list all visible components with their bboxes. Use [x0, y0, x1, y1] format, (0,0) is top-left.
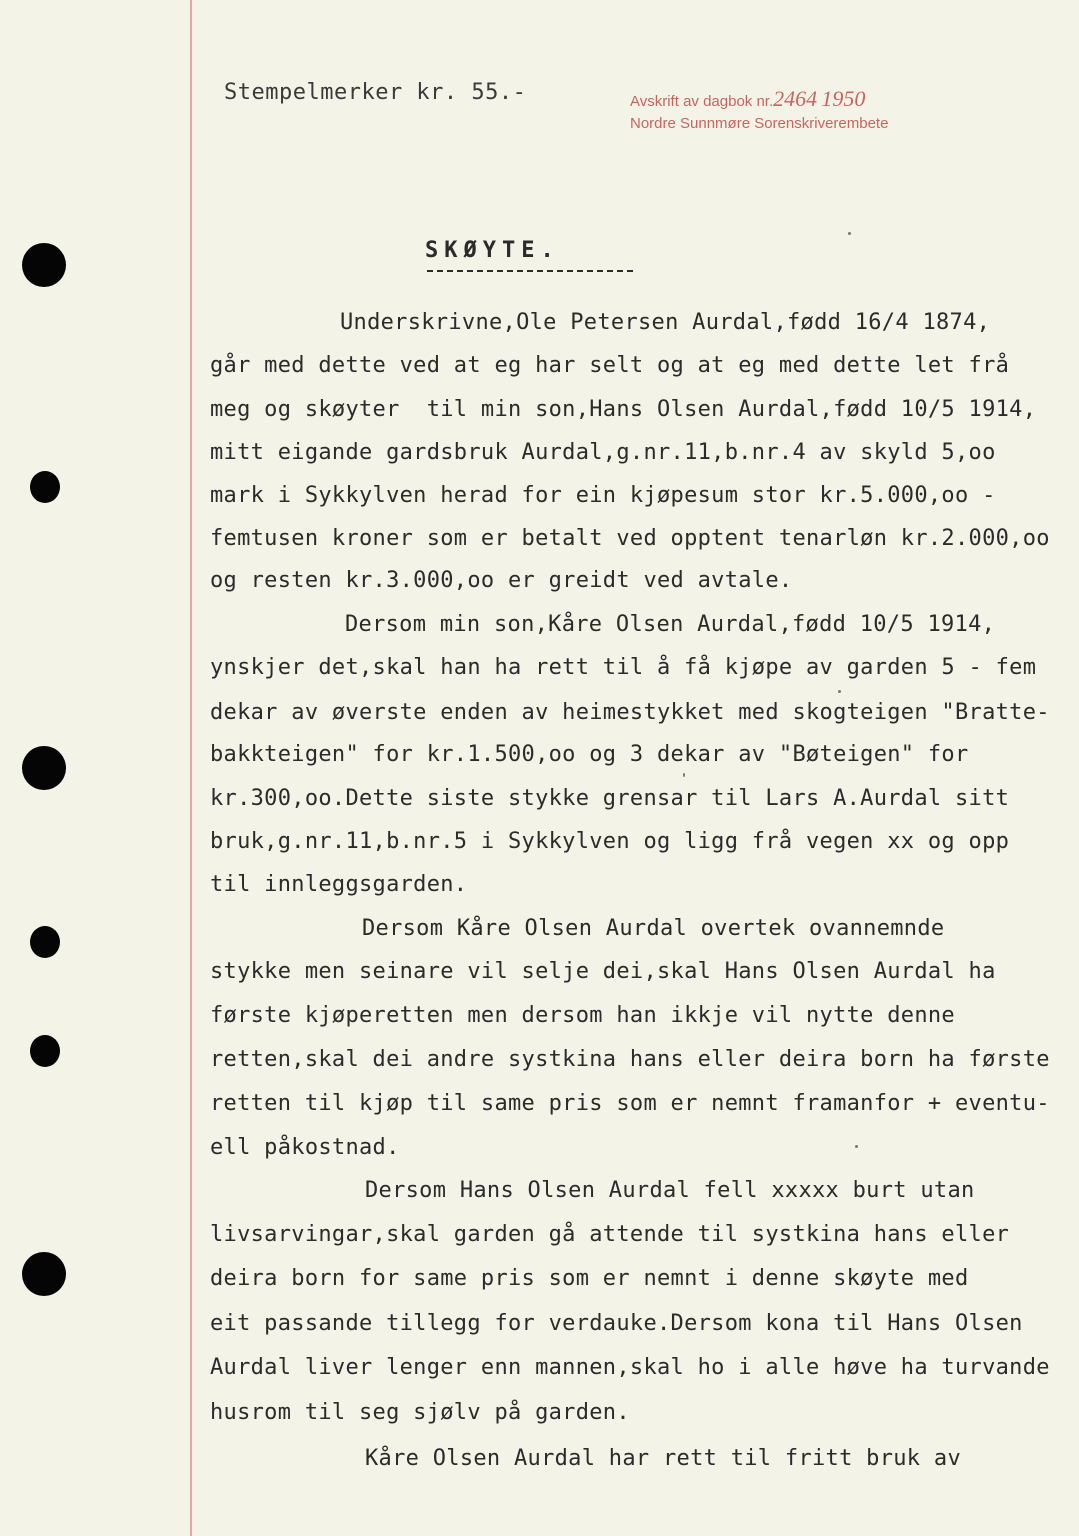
margin-rule — [190, 0, 192, 1536]
text-line: husrom til seg sjølv på garden. — [210, 1400, 630, 1425]
text-line: stykke men seinare vil selje dei,skal Hans Olsen Aurdal ha — [210, 959, 996, 984]
text-line: kr.300,oo.Dette siste stykke grensar til Lars A.Aurdal sitt — [210, 786, 1010, 811]
paper-speck — [855, 1145, 858, 1148]
text-line: Underskrivne,Ole Petersen Aurdal,fødd 16/4 1874, — [340, 310, 991, 335]
text-line: og resten kr.3.000,oo er greidt ved avtale. — [210, 568, 793, 593]
text-line: meg og skøyter til min son,Hans Olsen Aurdal,fødd 10/5 1914, — [210, 397, 1037, 422]
text-line: bakkteigen" for kr.1.500,oo og 3 dekar av "Bøteigen" for — [210, 742, 969, 767]
text-line: dekar av øverste enden av heimestykket med skogteigen "Bratte- — [210, 700, 1050, 725]
stamp-duty-note: Stempelmerker kr. 55.- — [224, 80, 527, 105]
text-line: Kåre Olsen Aurdal har rett til fritt bruk av — [365, 1446, 961, 1471]
text-line: går med dette ved at eg har selt og at eg med dette let frå — [210, 353, 1010, 378]
text-line: Dersom min son,Kåre Olsen Aurdal,fødd 10/5 1914, — [345, 612, 996, 637]
stamp-year: 1950 — [821, 86, 866, 111]
paper-speck — [848, 232, 851, 235]
text-line: eit passande tillegg for verdauke.Dersom kona til Hans Olsen — [210, 1311, 1023, 1336]
text-line: ynskjer det,skal han ha rett til å få kjøpe av garden 5 - fem — [210, 655, 1037, 680]
stamp-number: 2464 — [773, 86, 818, 111]
punch-hole — [30, 471, 60, 503]
office-stamp — [630, 88, 888, 135]
text-line: livsarvingar,skal garden gå attende til systkina hans eller — [210, 1222, 1010, 1247]
punch-hole — [30, 926, 60, 958]
text-line: Dersom Hans Olsen Aurdal fell xxxxx burt utan — [365, 1178, 975, 1203]
stamp-line-2: Nordre Sunnmøre Sorenskriverembete — [630, 115, 889, 132]
punch-hole — [30, 1035, 60, 1067]
text-line: retten til kjøp til same pris som er nemnt framanfor + eventu- — [210, 1091, 1050, 1116]
paper-speck — [838, 690, 841, 693]
stamp-line-1: Avskrift av dagbok nr. — [630, 93, 774, 110]
text-line: Aurdal liver lenger enn mannen,skal ho i alle høve ha turvande — [210, 1355, 1050, 1380]
punch-hole — [22, 243, 66, 287]
text-line: første kjøperetten men dersom han ikkje vil nytte denne — [210, 1003, 955, 1028]
document-title: SKØYTE. — [425, 238, 560, 263]
paper-speck — [683, 773, 685, 777]
text-line: femtusen kroner som er betalt ved opptent tenarløn kr.2.000,oo — [210, 526, 1050, 551]
punch-hole — [22, 746, 66, 790]
punch-hole — [22, 1252, 66, 1296]
text-line: deira born for same pris som er nemnt i denne skøyte med — [210, 1266, 969, 1291]
text-line: mark i Sykkylven herad for ein kjøpesum stor kr.5.000,oo - — [210, 483, 996, 508]
text-line: bruk,g.nr.11,b.nr.5 i Sykkylven og ligg frå vegen xx og opp — [210, 829, 1010, 854]
text-line: Dersom Kåre Olsen Aurdal overtek ovannemnde — [362, 916, 945, 941]
title-underline — [427, 270, 633, 272]
text-line: ell påkostnad. — [210, 1135, 400, 1160]
text-line: retten,skal dei andre systkina hans eller deira born ha første — [210, 1047, 1050, 1072]
text-line: mitt eigande gardsbruk Aurdal,g.nr.11,b.nr.4 av skyld 5,oo — [210, 440, 996, 465]
text-line: til innleggsgarden. — [210, 872, 468, 897]
